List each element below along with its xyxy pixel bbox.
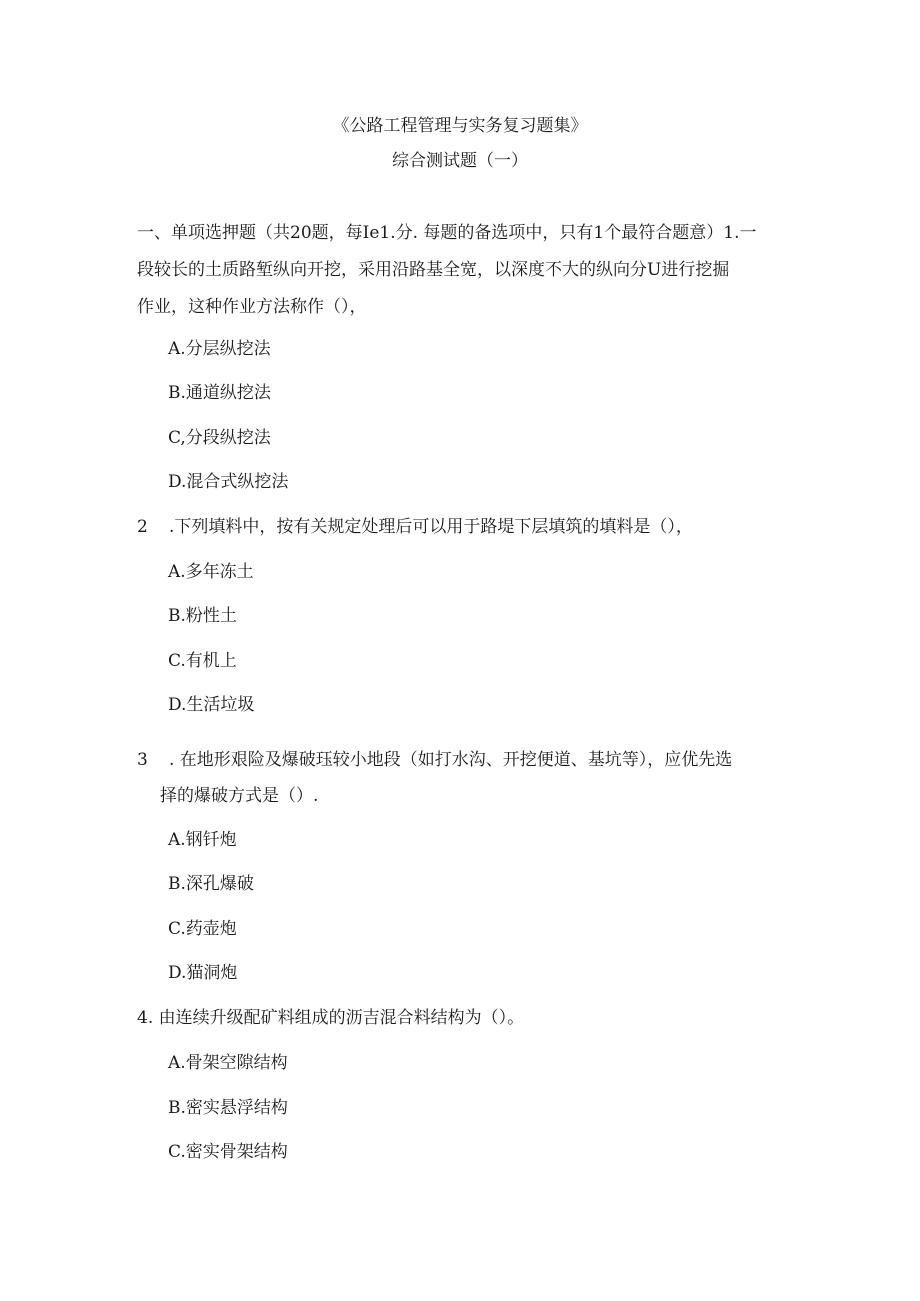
question-4-option-a: A.骨架空隙结构 bbox=[168, 1053, 288, 1073]
question-3-option-b: B.深孔爆破 bbox=[168, 874, 254, 894]
question-4-option-b: B.密实悬浮结构 bbox=[168, 1098, 288, 1118]
question-1-line-2: 段较长的土质路堑纵向开挖，采用沿路基全宽，以深度不大的纵向分U进行挖掘 bbox=[137, 260, 730, 280]
question-3-option-a: A.钢钎炮 bbox=[168, 830, 237, 850]
question-2-option-b: B.粉性土 bbox=[168, 606, 237, 626]
question-2-option-c: C.有机上 bbox=[168, 651, 237, 671]
question-3-option-d: D.猫洞炮 bbox=[168, 963, 238, 983]
question-1-line-3: 作业，这种作业方法称作（）， bbox=[137, 297, 367, 317]
document-subtitle: 综合测试题（一） bbox=[392, 151, 528, 171]
question-2-text: .下列填料中，按有关规定处理后可以用于路堤下层填筑的填料是（）， bbox=[169, 517, 693, 537]
question-4-option-c: C.密实骨架结构 bbox=[168, 1142, 288, 1162]
question-3-line-2: 择的爆破方式是（）. bbox=[160, 786, 319, 806]
question-3 bbox=[137, 749, 732, 771]
question-1-option-c: C,分段纵挖法 bbox=[168, 428, 271, 448]
document-title: 《公路工程管理与实务复习题集》 bbox=[332, 116, 588, 136]
question-2-option-d: D.生活垃圾 bbox=[168, 695, 255, 715]
question-1-option-a: A.分层纵挖法 bbox=[168, 339, 271, 359]
question-2-option-a: A.多年冻土 bbox=[168, 562, 254, 582]
question-4: 4. 由连续升级配矿料组成的沥吉混合料结构为（）。 bbox=[137, 1008, 525, 1028]
question-3-number: 3 bbox=[137, 750, 148, 770]
question-1-option-b: B.通道纵挖法 bbox=[168, 383, 271, 403]
section-intro: 一、单项选押题（共20题，每Ie1.分. 每题的备选项中，只有1个最符合题意）1.一 bbox=[137, 223, 757, 243]
question-3-option-c: C.药壶炮 bbox=[168, 919, 237, 939]
question-1-option-d: D.混合式纵挖法 bbox=[168, 472, 289, 492]
question-3-line-1: . 在地形艰险及爆破珏较小地段（如打水沟、开挖便道、基坑等），应优先选 bbox=[169, 750, 733, 770]
question-2-number: 2 bbox=[137, 517, 148, 537]
question-2 bbox=[137, 516, 693, 538]
